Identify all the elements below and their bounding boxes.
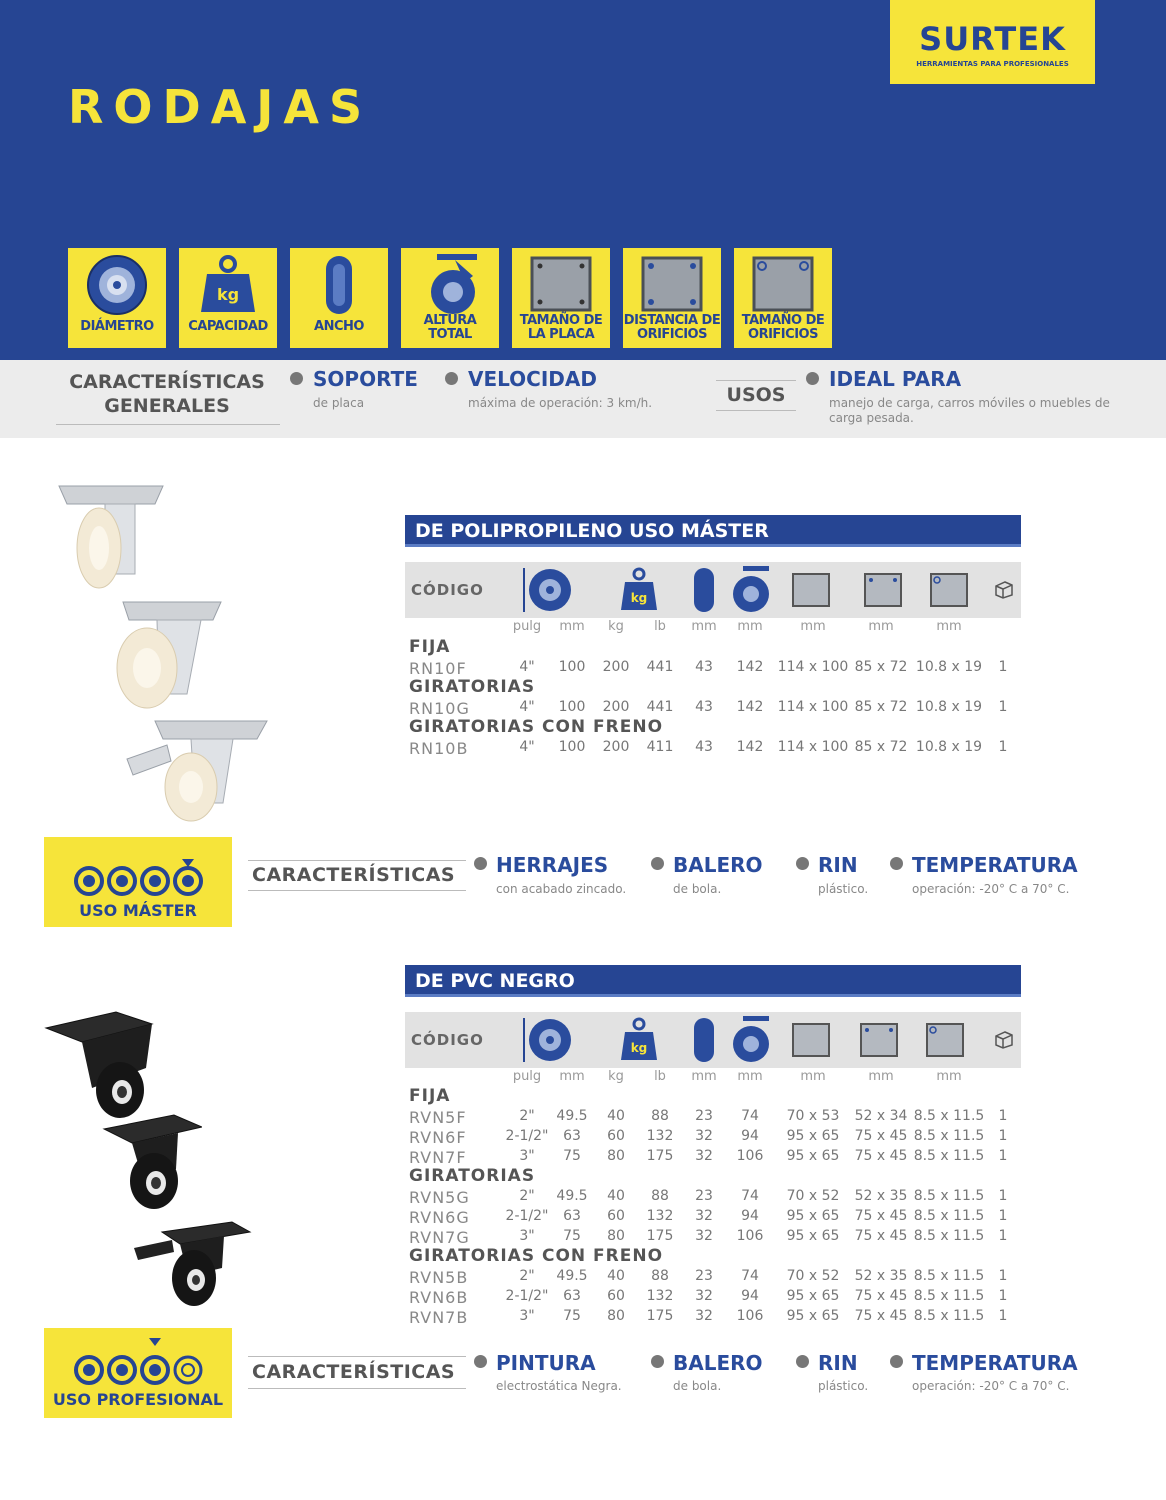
height-icon [415, 254, 485, 316]
unit-label: pulg [512, 1069, 542, 1084]
table-cell: 142 [736, 739, 764, 755]
table-cell: 88 [651, 1108, 669, 1124]
table-cell: 4" [519, 699, 535, 715]
table-cell: 75 x 45 [854, 1288, 908, 1304]
table-cell: 3" [519, 1148, 535, 1164]
section-header [405, 515, 1021, 547]
caster-swivel-image [105, 598, 225, 713]
unit-label: kg [608, 619, 624, 634]
table-cell: 411 [646, 739, 674, 755]
icon-label: TAMAÑO DE LA PLACA [519, 313, 603, 342]
table-cell: 95 x 65 [786, 1208, 840, 1224]
feature-title: IDEAL PARA [829, 367, 962, 391]
feature-title: TEMPERATURA [912, 853, 1078, 877]
group-heading: FIJA [409, 637, 451, 657]
feature-title: PINTURA [496, 1351, 596, 1375]
group-heading: GIRATORIAS CON FRENO [409, 717, 664, 737]
diameter-icon-tile [68, 248, 166, 348]
feature-title: RIN [818, 853, 858, 877]
table-cell: 95 x 65 [786, 1228, 840, 1244]
table-cell: 52 x 35 [854, 1268, 908, 1284]
table-cell: 80 [607, 1308, 625, 1324]
plate-size-icon [791, 1022, 831, 1058]
table-cell: 132 [646, 1288, 674, 1304]
icon-label: CAPACIDAD [188, 319, 268, 334]
divider [248, 1388, 466, 1389]
table-cell: 1 [998, 1288, 1008, 1304]
table-cell: 114 x 100 [777, 739, 849, 755]
feature-title: TEMPERATURA [912, 1351, 1078, 1375]
height-icon-tile [401, 248, 499, 348]
bullet-icon [290, 372, 303, 385]
usage-level-icon [74, 1336, 204, 1388]
table-cell: 200 [602, 739, 630, 755]
table-cell: 8.5 x 11.5 [913, 1148, 985, 1164]
feature-desc: de placa [313, 396, 365, 410]
table-cell: 114 x 100 [777, 659, 849, 675]
table-cell: 3" [519, 1228, 535, 1244]
feature-desc: electrostática Negra. [496, 1379, 622, 1393]
table-cell: 74 [741, 1268, 759, 1284]
table-cell: 1 [998, 1268, 1008, 1284]
uso-master-badge [44, 837, 232, 927]
table-cell: 1 [998, 1208, 1008, 1224]
product-code: RN10B [409, 739, 469, 758]
diameter-icon [82, 254, 152, 316]
table-cell: 23 [695, 1108, 713, 1124]
table-cell: 441 [646, 659, 674, 675]
unit-label: lb [654, 1069, 666, 1084]
table-cell: 43 [695, 699, 713, 715]
table-cell: 49.5 [556, 1268, 588, 1284]
height-icon [729, 1016, 773, 1064]
table-cell: 32 [695, 1228, 713, 1244]
black-caster-swivel-image [102, 1113, 202, 1213]
table-cell: 1 [998, 739, 1008, 755]
unit-label: mm [936, 619, 962, 634]
icon-label: DIÁMETRO [80, 319, 154, 334]
codigo-label: CÓDIGO [411, 581, 484, 599]
table-cell: 80 [607, 1148, 625, 1164]
product-code: RVN5B [409, 1268, 469, 1287]
section-header [405, 965, 1021, 997]
feature-title: BALERO [673, 853, 763, 877]
section-title: DE PVC NEGRO [415, 970, 575, 992]
table-cell: 8.5 x 11.5 [913, 1208, 985, 1224]
table-cell: 4" [519, 739, 535, 755]
table-cell: 200 [602, 659, 630, 675]
feature-title: RIN [818, 1351, 858, 1375]
logo-word: SURTEK [919, 20, 1066, 58]
usage-level-icon [74, 857, 204, 897]
table-cell: 142 [736, 659, 764, 675]
badge-label: USO MÁSTER [79, 901, 197, 920]
product-code: RVN6G [409, 1208, 470, 1227]
plate-size-icon [526, 254, 596, 314]
plate-size-icon [791, 572, 831, 608]
table-cell: 1 [998, 699, 1008, 715]
divider [248, 860, 466, 861]
table-cell: 40 [607, 1188, 625, 1204]
table-cell: 63 [563, 1128, 581, 1144]
unit-label: mm [800, 619, 826, 634]
logo-tagline: HERRAMIENTAS PARA PROFESIONALES [916, 60, 1069, 68]
weight-icon [193, 254, 263, 316]
table-cell: 2" [519, 1268, 535, 1284]
table-cell: 1 [998, 1148, 1008, 1164]
diameter-icon [527, 1016, 573, 1064]
feature-desc: de bola. [673, 882, 722, 896]
unit-label: mm [691, 1069, 717, 1084]
table-cell: 32 [695, 1128, 713, 1144]
bullet-icon [796, 857, 809, 870]
hole-size-icon-tile [734, 248, 832, 348]
table-cell: 94 [741, 1208, 759, 1224]
codigo-label: CÓDIGO [411, 1031, 484, 1049]
table-cell: 95 x 65 [786, 1128, 840, 1144]
unit-label: mm [559, 619, 585, 634]
divider [716, 410, 796, 411]
feature-desc: plástico. [818, 1379, 869, 1393]
svg-text:kg: kg [630, 591, 648, 605]
icon-label: TAMAÑO DE ORIFICIOS [741, 313, 825, 342]
svg-text:kg: kg [630, 1041, 648, 1055]
group-heading: GIRATORIAS CON FRENO [409, 1246, 664, 1266]
table-cell: 74 [741, 1188, 759, 1204]
table-cell: 1 [998, 1308, 1008, 1324]
table-cell: 74 [741, 1108, 759, 1124]
unit-label: lb [654, 619, 666, 634]
product-code: RVN7B [409, 1308, 469, 1327]
height-icon [729, 566, 773, 614]
unit-label: mm [737, 1069, 763, 1084]
table-cell: 8.5 x 11.5 [913, 1128, 985, 1144]
group-heading: GIRATORIAS [409, 1166, 536, 1186]
table-cell: 94 [741, 1288, 759, 1304]
width-icon-tile [290, 248, 388, 348]
table-cell: 88 [651, 1268, 669, 1284]
table-cell: 132 [646, 1208, 674, 1224]
feature-desc: máxima de operación: 3 km/h. [468, 396, 653, 410]
table-cell: 200 [602, 699, 630, 715]
weight-icon [617, 566, 661, 614]
feature-desc: plástico. [818, 882, 869, 896]
table-cell: 63 [563, 1208, 581, 1224]
table-cell: 75 [563, 1148, 581, 1164]
section-title: DE POLIPROPILENO USO MÁSTER [415, 520, 769, 542]
table-cell: 100 [558, 739, 586, 755]
table-cell: 2-1/2" [505, 1128, 549, 1144]
spec-icon-row [405, 562, 1021, 618]
table-cell: 142 [736, 699, 764, 715]
table-cell: 10.8 x 19 [915, 739, 983, 755]
general-title: CARACTERÍSTICAS GENERALES [69, 371, 265, 417]
table-cell: 1 [998, 1228, 1008, 1244]
brand-logo [890, 0, 1095, 84]
product-code: RVN5G [409, 1188, 470, 1207]
diameter-marker [523, 1018, 525, 1062]
unit-label: mm [800, 1069, 826, 1084]
page-title: RODAJAS [68, 80, 373, 134]
bullet-icon [651, 857, 664, 870]
table-cell: 1 [998, 1188, 1008, 1204]
usos-label: USOS [726, 384, 786, 406]
table-cell: 2" [519, 1188, 535, 1204]
table-cell: 175 [646, 1228, 674, 1244]
table-cell: 106 [736, 1148, 764, 1164]
icon-label: DISTANCIA DE ORIFICIOS [623, 313, 721, 342]
feature-desc: operación: -20° C a 70° C. [912, 1379, 1070, 1393]
table-cell: 40 [607, 1268, 625, 1284]
table-cell: 132 [646, 1128, 674, 1144]
unit-label: kg [608, 1069, 624, 1084]
bullet-icon [474, 857, 487, 870]
icon-label: ANCHO [314, 319, 364, 334]
characteristics-label: CARACTERÍSTICAS [252, 1361, 456, 1383]
width-icon [689, 1016, 719, 1064]
table-cell: 70 x 52 [786, 1268, 840, 1284]
table-cell: 32 [695, 1308, 713, 1324]
caster-fixed-image [55, 478, 170, 598]
width-icon [304, 254, 374, 316]
table-cell: 70 x 53 [786, 1108, 840, 1124]
table-cell: 106 [736, 1228, 764, 1244]
table-cell: 40 [607, 1108, 625, 1124]
hole-size-icon [929, 572, 969, 608]
feature-title: BALERO [673, 1351, 763, 1375]
table-cell: 63 [563, 1288, 581, 1304]
bullet-icon [445, 372, 458, 385]
bullet-icon [806, 372, 819, 385]
table-cell: 95 x 65 [786, 1148, 840, 1164]
feature-desc: con acabado zincado. [496, 882, 627, 896]
table-cell: 60 [607, 1208, 625, 1224]
unit-label: pulg [512, 619, 542, 634]
table-cell: 85 x 72 [854, 659, 908, 675]
table-cell: 3" [519, 1308, 535, 1324]
table-cell: 95 x 65 [786, 1308, 840, 1324]
unit-label: mm [868, 619, 894, 634]
table-cell: 75 x 45 [854, 1148, 908, 1164]
badge-label: USO PROFESIONAL [52, 1390, 224, 1409]
unit-label: mm [737, 619, 763, 634]
unit-label: mm [868, 1069, 894, 1084]
product-code: RN10G [409, 699, 470, 718]
table-cell: 49.5 [556, 1188, 588, 1204]
svg-text:kg: kg [216, 285, 240, 304]
table-cell: 85 x 72 [854, 739, 908, 755]
table-cell: 23 [695, 1268, 713, 1284]
table-cell: 60 [607, 1288, 625, 1304]
weight-icon [617, 1016, 661, 1064]
feature-title: HERRAJES [496, 853, 609, 877]
uso-profesional-badge [44, 1328, 232, 1418]
feature-title: SOPORTE [313, 367, 418, 391]
table-cell: 88 [651, 1188, 669, 1204]
table-cell: 80 [607, 1228, 625, 1244]
table-cell: 43 [695, 659, 713, 675]
table-cell: 32 [695, 1208, 713, 1224]
feature-title: VELOCIDAD [468, 367, 597, 391]
divider [56, 424, 280, 425]
table-cell: 1 [998, 659, 1008, 675]
table-cell: 2-1/2" [505, 1288, 549, 1304]
table-cell: 106 [736, 1308, 764, 1324]
group-heading: FIJA [409, 1086, 451, 1106]
product-code: RVN6F [409, 1128, 467, 1147]
plate-size-icon-tile [512, 248, 610, 348]
divider [248, 890, 466, 891]
table-cell: 49.5 [556, 1108, 588, 1124]
table-cell: 52 x 35 [854, 1188, 908, 1204]
table-cell: 8.5 x 11.5 [913, 1108, 985, 1124]
table-cell: 2" [519, 1108, 535, 1124]
table-cell: 8.5 x 11.5 [913, 1228, 985, 1244]
hole-size-icon [925, 1022, 965, 1058]
spec-icon-row [405, 1012, 1021, 1068]
group-heading: GIRATORIAS [409, 677, 536, 697]
table-cell: 52 x 34 [854, 1108, 908, 1124]
caster-brake-image [125, 715, 270, 825]
table-cell: 441 [646, 699, 674, 715]
table-cell: 70 x 52 [786, 1188, 840, 1204]
table-cell: 75 x 45 [854, 1228, 908, 1244]
table-cell: 8.5 x 11.5 [913, 1268, 985, 1284]
table-cell: 75 x 45 [854, 1128, 908, 1144]
black-caster-brake-image [132, 1220, 252, 1310]
hole-distance-icon [637, 254, 707, 314]
diameter-marker [523, 568, 525, 612]
table-cell: 75 x 45 [854, 1208, 908, 1224]
table-cell: 10.8 x 19 [915, 659, 983, 675]
table-cell: 100 [558, 699, 586, 715]
product-code: RVN5F [409, 1108, 467, 1127]
diameter-icon [527, 566, 573, 614]
table-cell: 1 [998, 1108, 1008, 1124]
table-cell: 1 [998, 1128, 1008, 1144]
divider [716, 380, 796, 381]
unit-label: mm [559, 1069, 585, 1084]
hole-distance-icon-tile [623, 248, 721, 348]
table-cell: 32 [695, 1288, 713, 1304]
hole-size-icon [748, 254, 818, 314]
table-cell: 8.5 x 11.5 [913, 1308, 985, 1324]
table-cell: 32 [695, 1148, 713, 1164]
bullet-icon [651, 1355, 664, 1368]
product-code: RVN7F [409, 1148, 467, 1167]
table-cell: 75 [563, 1308, 581, 1324]
product-code: RN10F [409, 659, 467, 678]
table-cell: 94 [741, 1128, 759, 1144]
bullet-icon [890, 1355, 903, 1368]
table-cell: 4" [519, 659, 535, 675]
hole-distance-icon [863, 572, 903, 608]
table-cell: 175 [646, 1148, 674, 1164]
table-cell: 95 x 65 [786, 1288, 840, 1304]
feature-desc: manejo de carga, carros móviles o muebles de carga pesada. [829, 396, 1110, 425]
table-cell: 175 [646, 1308, 674, 1324]
unit-label: mm [936, 1069, 962, 1084]
table-cell: 85 x 72 [854, 699, 908, 715]
weight-icon-tile [179, 248, 277, 348]
table-cell: 43 [695, 739, 713, 755]
width-icon [689, 566, 719, 614]
table-cell: 2-1/2" [505, 1208, 549, 1224]
product-code: RVN6B [409, 1288, 469, 1307]
feature-desc: operación: -20° C a 70° C. [912, 882, 1070, 896]
divider [248, 1356, 466, 1357]
product-code: RVN7G [409, 1228, 470, 1247]
characteristics-label: CARACTERÍSTICAS [252, 864, 456, 886]
table-cell: 10.8 x 19 [915, 699, 983, 715]
bullet-icon [890, 857, 903, 870]
unit-label: mm [691, 619, 717, 634]
icon-label: ALTURA TOTAL [423, 313, 477, 342]
feature-desc: de bola. [673, 1379, 722, 1393]
bullet-icon [474, 1355, 487, 1368]
table-cell: 60 [607, 1128, 625, 1144]
bullet-icon [796, 1355, 809, 1368]
box-icon [993, 578, 1015, 600]
table-cell: 75 [563, 1228, 581, 1244]
table-cell: 8.5 x 11.5 [913, 1288, 985, 1304]
hole-distance-icon [859, 1022, 899, 1058]
table-cell: 23 [695, 1188, 713, 1204]
table-cell: 75 x 45 [854, 1308, 908, 1324]
table-cell: 114 x 100 [777, 699, 849, 715]
table-cell: 8.5 x 11.5 [913, 1188, 985, 1204]
black-caster-fixed-image [42, 1008, 154, 1120]
box-icon [993, 1028, 1015, 1050]
table-cell: 100 [558, 659, 586, 675]
